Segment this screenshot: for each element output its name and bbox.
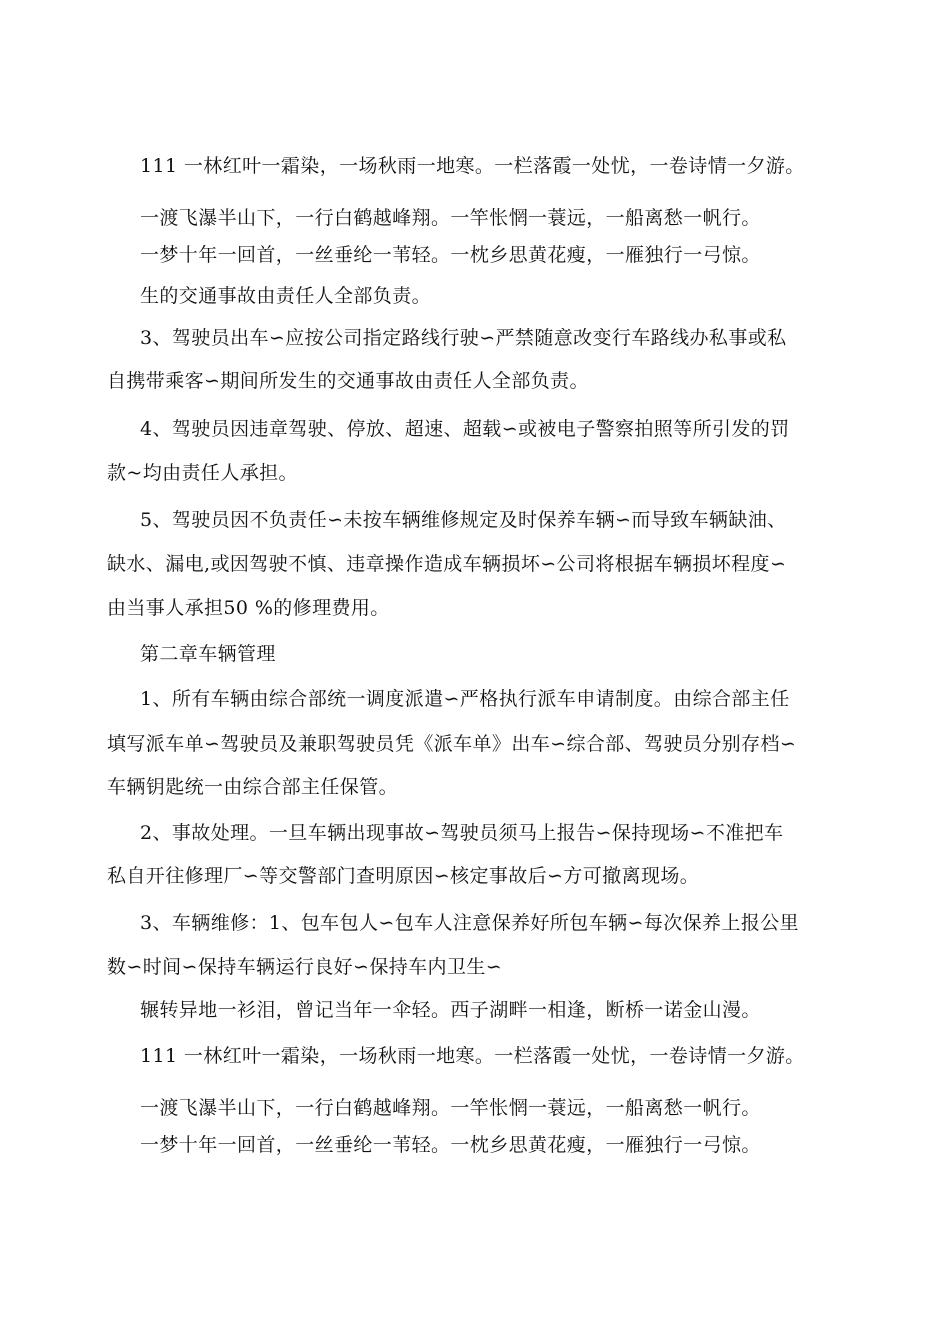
text-line: 一梦十年一回首，一丝垂纶一苇轻。一枕乡思黄花瘦，一雁独行一弓惊。 <box>140 1134 761 1156</box>
chapter-heading: 第二章车辆管理 <box>140 643 276 665</box>
text-line: 111 一林红叶一霜染，一场秋雨一地寒。一栏落霞一处忧，一卷诗情一夕游。 <box>140 155 805 177</box>
text-line: 一渡飞瀑半山下，一行白鹤越峰翔。一竿怅惘一蓑远，一船离愁一帆行。 <box>140 207 761 229</box>
paragraph-line: 3、驾驶员出车∽应按公司指定路线行驶∽严禁随意改变行车路线办私事或私 <box>140 327 787 349</box>
text-line: 生的交通事故由责任人全部负责。 <box>140 285 432 307</box>
paragraph-line: 5、驾驶员因不负责任∽未按车辆维修规定及时保养车辆∽而导致车辆缺油、 <box>140 509 787 531</box>
text-line: 111 一林红叶一霜染，一场秋雨一地寒。一栏落霞一处忧，一卷诗情一夕游。 <box>140 1045 805 1067</box>
paragraph-line: 私自开往修理厂∽等交警部门查明原因∽核定事故后∽方可撤离现场。 <box>107 865 700 887</box>
paragraph-line: 填写派车单∽驾驶员及兼职驾驶员凭《派车单》出车∽综合部、驾驶员分别存档∽ <box>107 733 797 755</box>
paragraph-line: 车辆钥匙统一由综合部主任保管。 <box>107 776 399 798</box>
paragraph-line: 缺水、漏电,或因驾驶不慎、违章操作造成车辆损坏∽公司将根据车辆损坏程度∽ <box>107 553 787 575</box>
paragraph-line: 1、所有车辆由综合部统一调度派遣∽严格执行派车申请制度。由综合部主任 <box>140 688 790 710</box>
paragraph-line: 3、车辆维修：1、包车包人∽包车人注意保养好所包车辆∽每次保养上报公里 <box>140 912 800 934</box>
text-line: 一梦十年一回首，一丝垂纶一苇轻。一枕乡思黄花瘦，一雁独行一弓惊。 <box>140 244 761 266</box>
paragraph-line: 款~均由责任人承担。 <box>107 462 298 484</box>
paragraph-line: 由当事人承担50 %的修理费用。 <box>107 597 390 619</box>
paragraph-line: 4、驾驶员因违章驾驶、停放、超速、超载∽或被电子警察拍照等所引发的罚 <box>140 418 790 440</box>
paragraph-line: 2、事故处理。一旦车辆出现事故∽驾驶员须马上报告∽保持现场∽不准把车 <box>140 822 784 844</box>
paragraph-line: 数∽时间∽保持车辆运行良好∽保持车内卫生∽ <box>107 956 503 978</box>
text-line: 一渡飞瀑半山下，一行白鹤越峰翔。一竿怅惘一蓑远，一船离愁一帆行。 <box>140 1097 761 1119</box>
paragraph-line: 自携带乘客∽期间所发生的交通事故由责任人全部负责。 <box>107 370 589 392</box>
text-line: 辗转异地一衫泪，曾记当年一伞轻。西子湖畔一相逢，断桥一诺金山漫。 <box>140 999 761 1021</box>
